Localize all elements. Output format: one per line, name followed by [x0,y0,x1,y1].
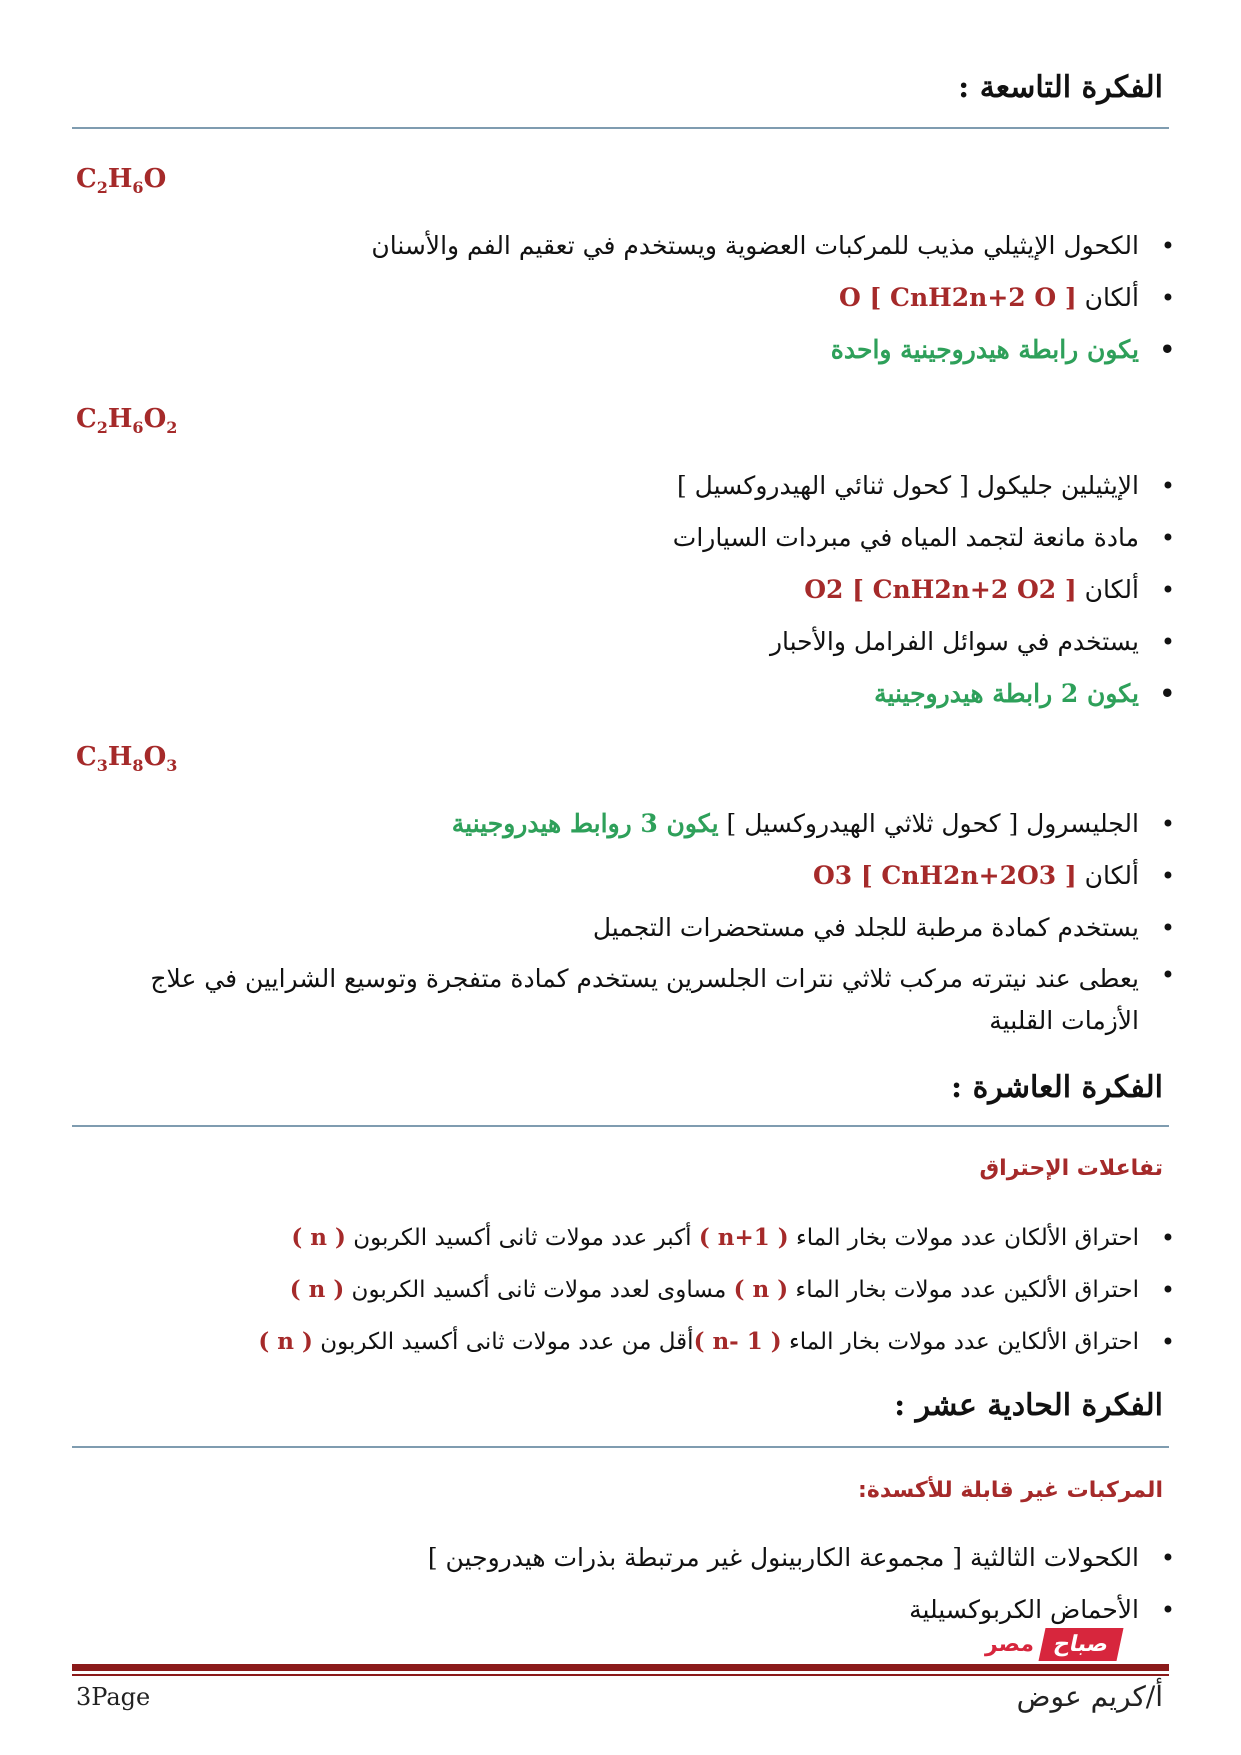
list-item: • ألكان O2 [ CnH2n+2 O2 ] [139,564,1139,616]
footer-rule-thin [72,1674,1169,1676]
subheading-combustion: تفاعلات الإحتراق [979,1156,1163,1181]
section-divider [72,1125,1169,1127]
section-heading-tenth: الفكرة العاشرة : [951,1070,1163,1105]
logo-box: صباح [1038,1628,1123,1661]
footer-rule [72,1664,1169,1671]
subheading-non-oxidizable: المركبات غير قابلة للأكسدة: [858,1478,1163,1503]
list-item: • يستخدم كمادة مرطبة للجلد في مستحضرات التجميل [89,902,1139,954]
ethanol-list [139,220,1181,376]
list-item: • احتراق الألكين عدد مولات بخار الماء ( n ) مساوى لعدد مولات ثانى أكسيد الكربون ( n ) [89,1264,1139,1316]
author-name: أ/كريم عوض [1016,1680,1163,1713]
list-item: • يكون 2 رابطة هيدروجينية [139,668,1139,720]
list-item: • يكون رابطة هيدروجينية واحدة [139,324,1139,376]
list-item: • ألكان O [ CnH2n+2 O ] [139,272,1139,324]
list-item: • الجليسرول [ كحول ثلاثي الهيدروكسيل ] يكون 3 روابط هيدروجينية [89,798,1139,850]
list-item: • يعطى عند نيترته مركب ثلاثي نترات الجلسرين يستخدم كمادة متفجرة وتوسيع الشرايين في علاج الأزمات القلبية [89,954,1139,1042]
list-item: • احتراق الألكاين عدد مولات بخار الماء ( n- 1 )أقل من عدد مولات ثانى أكسيد الكربون ( n ) [89,1316,1139,1368]
page-number: 3Page [76,1683,151,1711]
formula-glycerol: $C_3H_8O_3$ [76,742,178,776]
glycol-list [139,460,1181,720]
glycerol-list [89,798,1181,1042]
list-item: • الكحول الإيثيلي مذيب للمركبات العضوية ويستخدم في تعقيم الفم والأسنان [139,220,1139,272]
section-divider [72,1446,1169,1448]
list-item: • الكحولات الثالثية [ مجموعة الكاربينول غير مرتبطة بذرات هيدروجين ] [139,1532,1139,1584]
combustion-list [89,1212,1181,1368]
non-oxidizable-list [139,1532,1181,1636]
list-item: • مادة مانعة لتجمد المياه في مبردات السيارات [139,512,1139,564]
logo-text: مصر [985,1631,1034,1657]
list-item: • الإيثيلين جليكول [ كحول ثنائي الهيدروكسيل ] [139,460,1139,512]
formula-ethylene-glycol: $C_2H_6O_2$ [76,404,178,438]
section-heading-eleventh: الفكرة الحادية عشر : [894,1388,1163,1423]
section-heading-ninth: الفكرة التاسعة : [958,70,1163,105]
list-item: • ألكان O3 [ CnH2n+2O3 ] [89,850,1139,902]
formula-ethanol: $C_2H_6O$ [76,164,167,198]
watermark-logo [985,1622,1120,1666]
list-item: • الأحماض الكربوكسيلية [139,1584,1139,1636]
list-item: • يستخدم في سوائل الفرامل والأحبار [139,616,1139,668]
section-divider [72,127,1169,129]
list-item: • احتراق الألكان عدد مولات بخار الماء ( n+1 ) أكبر عدد مولات ثانى أكسيد الكربون ( n ) [89,1212,1139,1264]
